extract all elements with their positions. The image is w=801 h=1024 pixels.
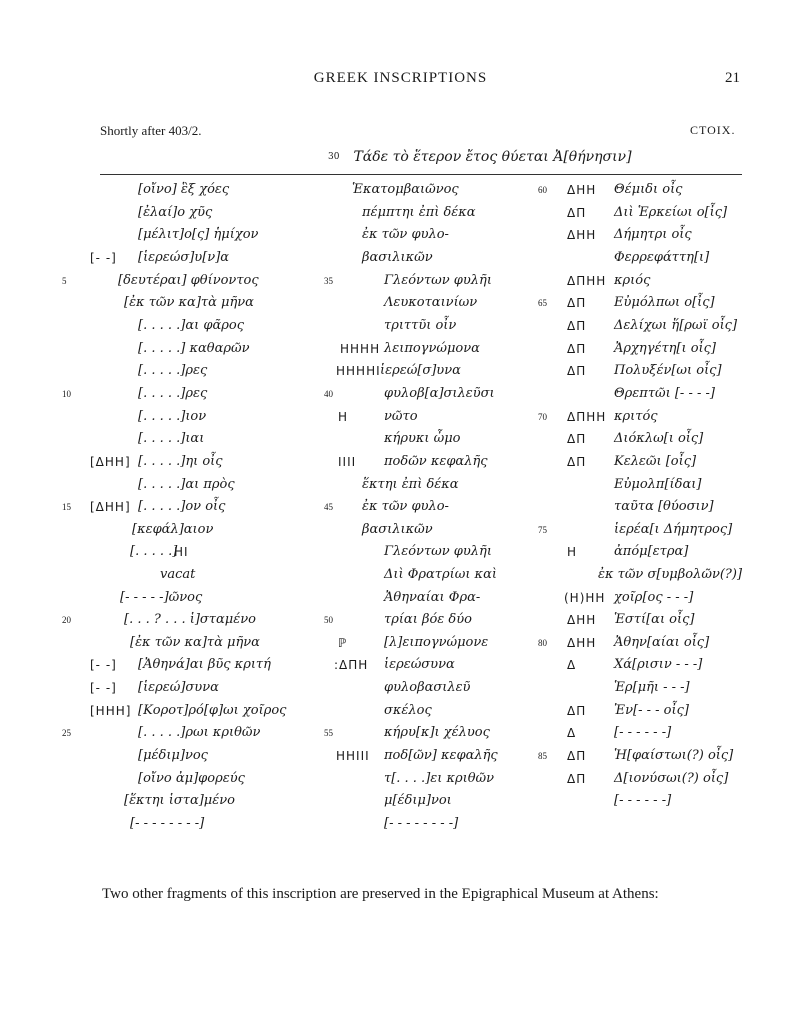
attic-numeral: ΔΠ — [567, 206, 587, 220]
line-number: 20 — [62, 615, 71, 625]
inscription-line: ἐκ τῶν φυλο- — [362, 227, 449, 242]
inscription-line: [οἴνο ἀμ]φορεύς — [138, 771, 245, 786]
line-number: 40 — [324, 389, 333, 399]
inscription-line: Πολυξέν[ωι οἶς] — [614, 363, 722, 378]
inscription-line: Ἀθηναίαι Φρα- — [384, 590, 481, 605]
inscription-line: Θρεπτῶι [- - - -] — [614, 386, 715, 401]
attic-numeral: ℙ — [338, 636, 348, 650]
inscription-line: [δευτέραι] φθίνοντος — [118, 273, 259, 288]
inscription-line: [. . . . .] καθαρῶν — [138, 341, 250, 356]
inscription-line: τρίαι βόε δύο — [384, 612, 472, 627]
line-number: 50 — [324, 615, 333, 625]
attic-numeral: Η — [567, 545, 578, 559]
attic-numeral: ΔΠ — [567, 432, 587, 446]
attic-numeral: [- -] — [90, 681, 117, 695]
inscription-line: Ἐν[- - - οἶς] — [614, 703, 689, 718]
inscription-line: ἐκ τῶν σ[υμβολῶν(?)] — [598, 567, 743, 582]
attic-numeral: ΗΗΗΗΙ — [336, 364, 381, 378]
line-number: 55 — [324, 728, 333, 738]
inscription-line: κήρυ[κ]ι χέλυος — [384, 725, 490, 740]
inscription-line: vacat — [160, 567, 196, 582]
inscription-line: Διὶ Φρατρίωι καὶ — [384, 567, 497, 582]
attic-numeral: Η — [338, 410, 349, 424]
line-number: 10 — [62, 389, 71, 399]
line-number: 60 — [538, 185, 547, 195]
attic-numeral: ΔΗΗ — [567, 636, 597, 650]
inscription-line: [. . . . .]ρες — [138, 386, 208, 401]
running-head: GREEK INSCRIPTIONS — [313, 70, 488, 86]
inscription-line: [. . . . .]αι πρὸς — [138, 477, 235, 492]
inscription-line: Χά[ρισιν - - -] — [614, 657, 703, 672]
stoichedon-note: CTOIX. — [690, 123, 736, 137]
inscription-line: βασιλικῶν — [362, 250, 433, 265]
inscription-line: πέμπτηι ἐπὶ δέκα — [362, 205, 476, 220]
inscription-line: ἕκτηι ἐπὶ δέκα — [362, 477, 459, 492]
inscription-line: [- - - - - - - -] — [130, 816, 205, 831]
attic-numeral: ΔΠΗΗ — [567, 410, 607, 424]
inscription-line: ἱερεώ[σ]υνα — [380, 363, 461, 378]
inscription-line: Ἑστί[αι οἶς] — [614, 612, 695, 627]
date-note: Shortly after 403/2. — [100, 123, 202, 138]
inscription-line: [. . . . .] — [130, 544, 178, 559]
inscription-line: κριτός — [614, 409, 658, 424]
inscription-line: Διὶ Ἑρκείωι ο[ἶς] — [614, 205, 728, 220]
inscription-line: ἱερέα[ι Δήμητρος] — [614, 522, 733, 537]
attic-numeral: [- -] — [90, 658, 117, 672]
inscription-line: [ἐκ τῶν κα]τὰ μῆνα — [130, 635, 260, 650]
inscription-line: ταῦτα [θύοσιν] — [614, 499, 714, 514]
inscription-line: Ἑρ[μῆι - - -] — [614, 680, 690, 695]
attic-numeral: ΔΗΗ — [567, 613, 597, 627]
inscription-line: Φερρεφάττη[ι] — [614, 250, 710, 265]
attic-numeral: [ΔΗΗ] — [90, 500, 131, 514]
inscription-line: ποδῶν κεφαλῆς — [384, 454, 488, 469]
inscription-line: σκέλος — [384, 703, 432, 718]
inscription-line: [ἐκ τῶν κα]τὰ μῆνα — [124, 295, 254, 310]
attic-numeral: ΔΠΗΗ — [567, 274, 607, 288]
inscription-line: [- - - - - -] — [614, 725, 672, 740]
attic-numeral: ΔΠ — [567, 342, 587, 356]
inscription-line: Δελίχωι ἥ[ρωϊ οἶς] — [614, 318, 738, 333]
line-number: 85 — [538, 751, 547, 761]
line-number: 25 — [62, 728, 71, 738]
attic-numeral: ΗΙ — [174, 545, 189, 559]
inscription-line: [- - - - - - - -] — [384, 816, 459, 831]
attic-numeral: [- -] — [90, 251, 117, 265]
line-number: 45 — [324, 502, 333, 512]
inscription-line: [. . . . .]ηι οἶς — [138, 454, 223, 469]
attic-numeral: ΔΠ — [567, 772, 587, 786]
inscription-line: [ἱερεώ]συνα — [138, 680, 219, 695]
inscription-line: Γλεόντων φυλῆι — [384, 544, 492, 559]
inscription-line: Λευκοταινίων — [384, 295, 478, 310]
inscription-line: Εὐμολπ[ίδαι] — [614, 477, 702, 492]
inscription-line: ἐκ τῶν φυλο- — [362, 499, 449, 514]
attic-numeral: Δ — [567, 658, 577, 672]
inscription-line: χοῖρ[ος - - -] — [614, 590, 694, 605]
inscription-line: [. . . ? . . . ἱ]σταμένο — [124, 612, 256, 627]
inscription-header-line — [328, 149, 632, 165]
attic-numeral: ΔΗΗ — [567, 183, 597, 197]
attic-numeral: ΔΠ — [567, 749, 587, 763]
attic-numeral: :ΔΠΗ — [334, 658, 369, 672]
inscription-line: [. . . . .]ιαι — [138, 431, 205, 446]
line-number: 70 — [538, 412, 547, 422]
body-paragraph: Two other fragments of this inscription are preserved in the Epigraphical Museum at Athens: — [102, 886, 659, 902]
inscription-line: φυλοβασιλεῦ — [384, 680, 471, 695]
inscription-line: [οἴνο] ἓξ χόες — [138, 182, 230, 197]
inscription-line: ἱερεώσυνα — [384, 657, 455, 672]
inscription-line: [μέδιμ]νος — [138, 748, 208, 763]
inscription-line: φυλοβ[α]σιλεῦσι — [384, 386, 495, 401]
divider-rule — [100, 174, 742, 175]
inscription-line: Εὐμόλπωι ο[ἶς] — [614, 295, 715, 310]
line-number: 30 — [328, 152, 340, 162]
attic-numeral: ΔΠ — [567, 704, 587, 718]
inscription-line: Γλεόντων φυλῆι — [384, 273, 492, 288]
inscription-line: βασιλικῶν — [362, 522, 433, 537]
inscription-line: μ[έδιμ]νοι — [384, 793, 452, 808]
inscription-line: Κελεῶι [οἶς] — [614, 454, 697, 469]
attic-numeral: (Η)ΗΗ — [564, 591, 606, 605]
inscription-line: [- - - - - -] — [614, 793, 672, 808]
attic-numeral: ΗΗΗΗ — [340, 342, 381, 356]
inscription-line: τριττῦι οἶν — [384, 318, 457, 333]
inscription-line: [Ἀθηνά]αι βῦς κριτή — [138, 657, 271, 672]
attic-numeral: [ΔΗΗ] — [90, 455, 131, 469]
inscription-line: κήρυκι ὦμο — [384, 431, 461, 446]
attic-numeral: Δ — [567, 726, 577, 740]
line-number: 80 — [538, 638, 547, 648]
attic-numeral: ΗΗΙΙΙ — [336, 749, 370, 763]
attic-numeral: ΙΙΙΙ — [338, 455, 357, 469]
inscription-line: [- - - - -]ῶνος — [120, 590, 203, 605]
attic-numeral: ΔΠ — [567, 319, 587, 333]
line-number: 75 — [538, 525, 547, 535]
inscription-line: [ἐλαί]ο χῦς — [138, 205, 213, 220]
inscription-line: κριός — [614, 273, 651, 288]
attic-numeral: ΔΠ — [567, 455, 587, 469]
inscription-line: Ἡ[φαίστωι(?) οἶς] — [614, 748, 734, 763]
attic-numeral: ΔΠ — [567, 364, 587, 378]
attic-numeral: ΔΗΗ — [567, 228, 597, 242]
line-number: 15 — [62, 502, 71, 512]
inscription-line: Θέμιδι οἶς — [614, 182, 683, 197]
line-number: 35 — [324, 276, 333, 286]
inscription-line: [. . . . .]αι φᾶρος — [138, 318, 244, 333]
inscription-line: [. . . . .]ρες — [138, 363, 208, 378]
attic-numeral: [ΗΗΗ] — [90, 704, 132, 718]
inscription-line: [ἱερεώσ]υ[ν]α — [138, 250, 230, 265]
line-number: 5 — [62, 276, 67, 286]
inscription-line: [μέλιτ]ο[ς] ἡμίχον — [138, 227, 259, 242]
attic-numeral: ΔΠ — [567, 296, 587, 310]
page-number: 21 — [725, 70, 740, 86]
inscription-line: [λ]ειπογνώμονε — [384, 635, 489, 650]
inscription-line: Διόκλω[ι οἶς] — [614, 431, 704, 446]
inscription-line: Ἑκατομβαιῶνος — [352, 182, 459, 197]
inscription-line: Ἀθην[αίαι οἶς] — [614, 635, 710, 650]
inscription-line: [. . . . .]ιον — [138, 409, 207, 424]
line-number: 65 — [538, 298, 547, 308]
header-text: Τάδε τὸ ἕτερον ἔτος θύεται Ἀ[θήνησιν] — [353, 149, 632, 165]
inscription-line: Ἀρχηγέτη[ι οἶς] — [614, 341, 717, 356]
inscription-line: [Κοροτ]ρό[φ]ωι χοῖρος — [138, 703, 287, 718]
inscription-line: λειπογνώμονα — [384, 341, 480, 356]
inscription-line: [. . . . .]ον οἶς — [138, 499, 226, 514]
inscription-line: ποδ[ῶν] κεφαλῆς — [384, 748, 498, 763]
inscription-line: τ[. . . .]ει κριθῶν — [384, 771, 495, 786]
inscription-line: [κεφάλ]αιον — [132, 522, 214, 537]
inscription-line: [. . . . .]ρωι κριθῶν — [138, 725, 261, 740]
inscription-line: [ἕκτηι ἱστα]μένο — [124, 793, 235, 808]
inscription-line: νῶτο — [384, 409, 418, 424]
inscription-line: Δ[ιονύσωι(?) οἶς] — [614, 771, 729, 786]
inscription-line: Δήμητρι οἶς — [614, 227, 692, 242]
inscription-line: ἀπόμ[ετρα] — [614, 544, 689, 559]
